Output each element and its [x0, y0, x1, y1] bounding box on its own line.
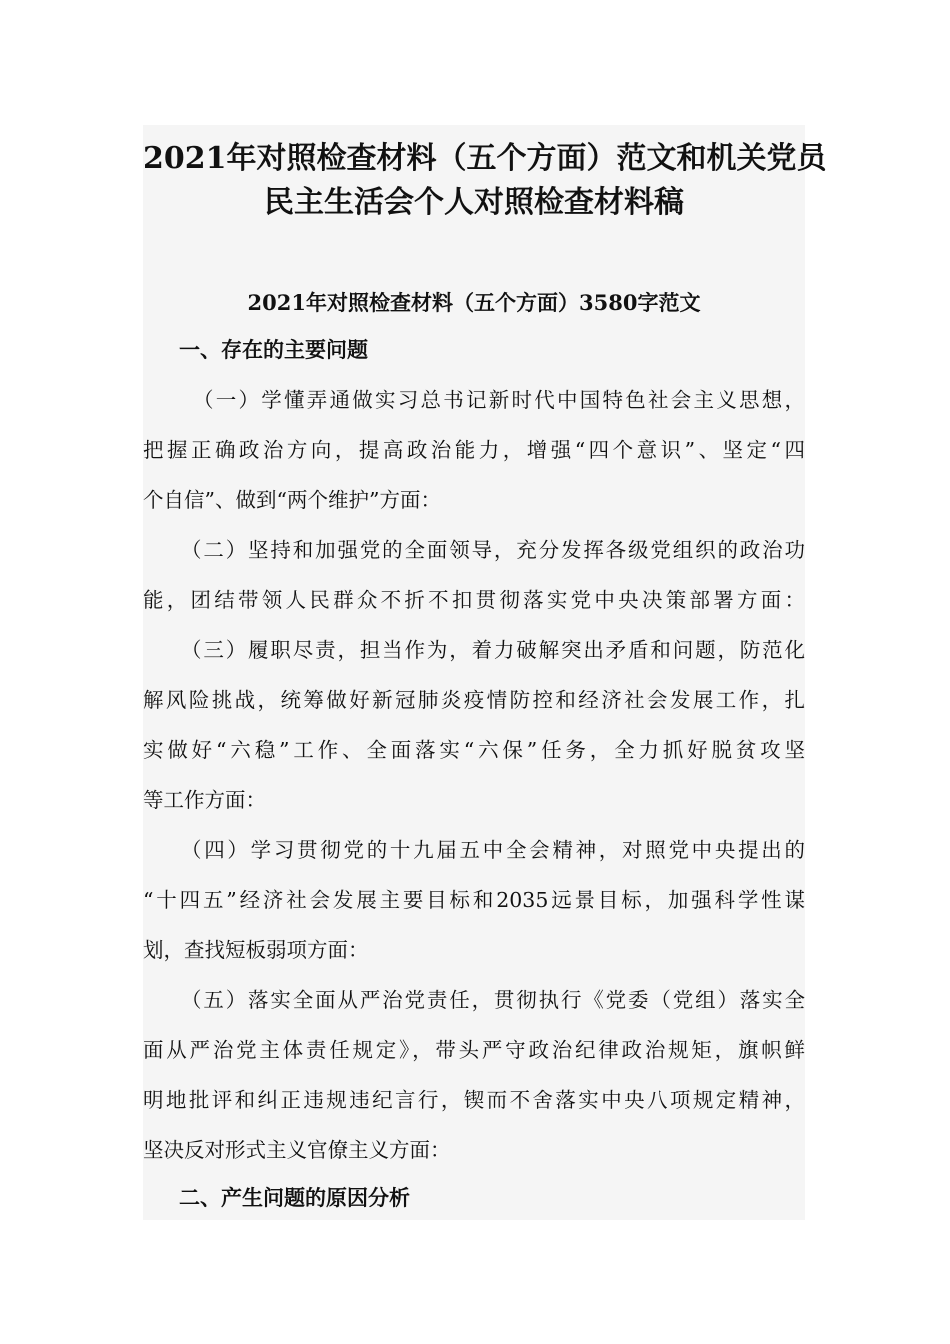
- paragraph-line: （四）学习贯彻党的十九届五中全会精神，对照党中央提出的: [181, 838, 805, 862]
- paragraph-line: 坚决反对形式主义官僚主义方面：: [143, 1138, 451, 1162]
- paragraph-line: 把握正确政治方向，提高政治能力，增强“四个意识”、坚定“四: [143, 438, 805, 462]
- document-title-line-2: 民主生活会个人对照检查材料稿: [264, 185, 684, 220]
- paragraph-line: 划，查找短板弱项方面：: [143, 938, 369, 962]
- section-heading-causes: 二、产生问题的原因分析: [179, 1185, 410, 1210]
- paragraph-line: 个自信”、做到“两个维护”方面：: [143, 488, 441, 512]
- paragraph-line: （三）履职尽责，担当作为，着力破解突出矛盾和问题，防范化: [181, 638, 805, 662]
- section-heading-problems: 一、存在的主要问题: [179, 337, 368, 362]
- paragraph-line: （五）落实全面从严治党责任，贯彻执行《党委（党组）落实全: [181, 988, 805, 1012]
- paragraph-line: “十四五”经济社会发展主要目标和2035远景目标，加强科学性谋: [143, 888, 805, 912]
- paragraph-line: 解风险挑战，统筹做好新冠肺炎疫情防控和经济社会发展工作，扎: [143, 688, 805, 712]
- paragraph-line: 能，团结带领人民群众不折不扣贯彻落实党中央决策部署方面：: [143, 588, 805, 612]
- document-subtitle: 2021年对照检查材料（五个方面）3580字范文: [247, 290, 701, 315]
- document-page: [143, 125, 827, 1220]
- paragraph-line: （一）学懂弄通做实习总书记新时代中国特色社会主义思想，: [193, 388, 805, 412]
- paragraph-line: 等工作方面：: [143, 788, 266, 812]
- document-title-line-1: 2021年对照检查材料（五个方面）范文和机关党员: [143, 141, 827, 176]
- paragraph-line: 明地批评和纠正违规违纪言行，锲而不舍落实中央八项规定精神，: [143, 1088, 805, 1112]
- paragraph-line: （二）坚持和加强党的全面领导，充分发挥各级党组织的政治功: [181, 538, 805, 562]
- paragraph-line: 实做好“六稳”工作、全面落实“六保”任务，全力抓好脱贫攻坚: [143, 738, 805, 762]
- paragraph-line: 面从严治党主体责任规定》，带头严守政治纪律政治规矩，旗帜鲜: [143, 1038, 805, 1062]
